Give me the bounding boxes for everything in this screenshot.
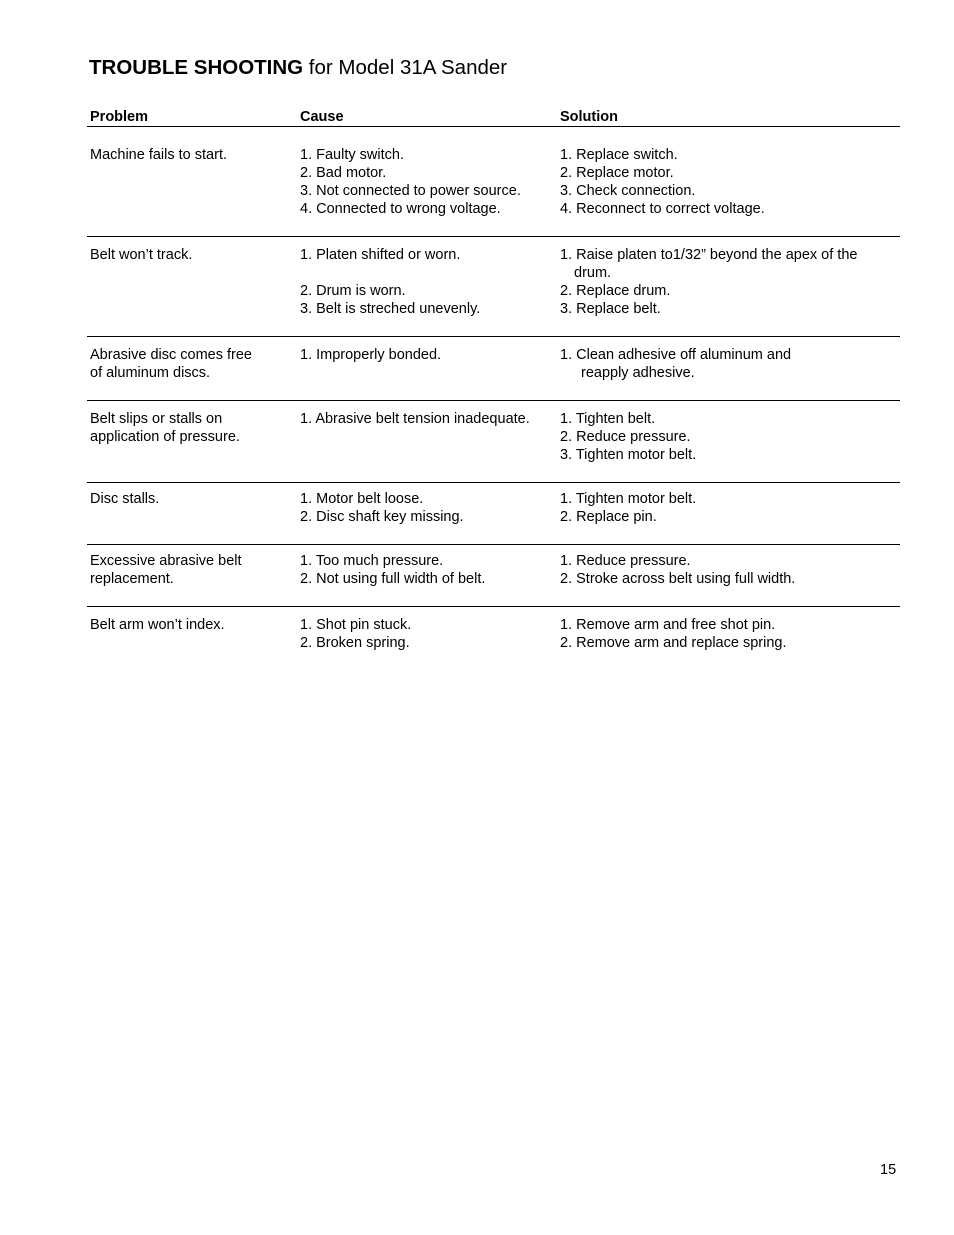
row-3-problem [90, 346, 252, 382]
row-2-cause-line: 2. Drum is worn. [300, 283, 406, 299]
row-2-solution-line: drum. [574, 265, 612, 281]
row-1-cause-line: 1. Faulty switch. [300, 147, 404, 163]
row-3-problem-line: of aluminum discs. [90, 365, 211, 381]
row-divider [87, 606, 900, 607]
row-4-solution-line: 2. Reduce pressure. [560, 429, 691, 445]
row-5-problem-line: Disc stalls. [90, 491, 160, 507]
row-1-cause-line: 3. Not connected to power source. [300, 183, 521, 199]
row-7-problem [90, 616, 225, 634]
row-4-solution-line: 1. Tighten belt. [560, 411, 656, 427]
row-5-solution-line: 1. Tighten motor belt. [560, 491, 697, 507]
page-number: 15 [880, 1162, 897, 1178]
row-5-cause-line: 2. Disc shaft key missing. [300, 509, 464, 525]
row-6-solution-line: 1. Reduce pressure. [560, 553, 691, 569]
row-6-problem-line: replacement. [90, 571, 174, 587]
row-4-cause [300, 410, 530, 428]
row-5-problem [90, 490, 159, 508]
row-6-solution-line: 2. Stroke across belt using full width. [560, 571, 796, 587]
row-6-problem-line: Excessive abrasive belt [90, 553, 242, 569]
row-divider [87, 336, 900, 337]
row-7-cause [300, 616, 411, 652]
row-6-cause [300, 552, 485, 588]
row-1-solution-line: 1. Replace switch. [560, 147, 678, 163]
row-6-problem [90, 552, 242, 588]
row-3-cause-line: 1. Improperly bonded. [300, 347, 442, 363]
header-solution: Solution [560, 109, 618, 125]
row-2-solution [560, 246, 857, 318]
row-1-cause-line: 2. Bad motor. [300, 165, 387, 181]
row-4-solution-line: 3. Tighten motor belt. [560, 447, 697, 463]
row-3-solution [560, 346, 791, 382]
row-2-problem [90, 246, 192, 264]
row-2-solution-line: 1. Raise platen to1/32” beyond the apex of the [560, 247, 858, 263]
row-4-problem-line: application of pressure. [90, 429, 240, 445]
page-title-bold: TROUBLE SHOOTING [89, 56, 304, 79]
row-2-solution-line: 2. Replace drum. [560, 283, 671, 299]
row-divider [87, 544, 900, 545]
page-title [89, 56, 507, 81]
row-5-cause-line: 1. Motor belt loose. [300, 491, 424, 507]
row-7-cause-line: 1. Shot pin stuck. [300, 617, 412, 633]
row-5-solution-line: 2. Replace pin. [560, 509, 657, 525]
row-1-solution [560, 146, 765, 218]
row-2-cause-line [300, 264, 480, 282]
row-3-cause [300, 346, 441, 364]
page-title-rest: for Model 31A Sander [303, 56, 508, 79]
row-7-problem-line: Belt arm won’t index. [90, 617, 225, 633]
row-5-cause [300, 490, 464, 526]
row-3-problem-line: Abrasive disc comes free [90, 347, 252, 363]
row-2-cause-line: 3. Belt is streched unevenly. [300, 301, 481, 317]
row-2-cause [300, 246, 480, 318]
row-divider [87, 400, 900, 401]
header-divider [87, 126, 900, 127]
row-1-solution-line: 2. Replace motor. [560, 165, 674, 181]
row-2-problem-line: Belt won’t track. [90, 247, 193, 263]
row-1-problem [90, 146, 227, 164]
row-7-cause-line: 2. Broken spring. [300, 635, 410, 651]
row-6-cause-line: 2. Not using full width of belt. [300, 571, 486, 587]
header-problem: Problem [90, 109, 149, 125]
row-4-solution [560, 410, 696, 464]
row-4-problem [90, 410, 240, 446]
row-7-solution [560, 616, 786, 652]
row-divider [87, 236, 900, 237]
row-1-problem-line: Machine fails to start. [90, 147, 227, 163]
row-6-cause-line: 1. Too much pressure. [300, 553, 444, 569]
row-1-solution-line: 3. Check connection. [560, 183, 696, 199]
row-3-solution-line: reapply adhesive. [581, 365, 695, 381]
row-1-cause-line: 4. Connected to wrong voltage. [300, 201, 501, 217]
row-2-solution-line: 3. Replace belt. [560, 301, 661, 317]
row-4-problem-line: Belt slips or stalls on [90, 411, 223, 427]
header-cause: Cause [300, 109, 344, 125]
row-7-solution-line: 2. Remove arm and replace spring. [560, 635, 787, 651]
row-1-solution-line: 4. Reconnect to correct voltage. [560, 201, 765, 217]
row-3-solution-line: 1. Clean adhesive off aluminum and [560, 347, 792, 363]
row-divider [87, 482, 900, 483]
row-4-cause-line: 1. Abrasive belt tension inadequate. [300, 411, 530, 427]
row-5-solution [560, 490, 696, 526]
row-6-solution [560, 552, 795, 588]
row-1-cause [300, 146, 521, 218]
row-7-solution-line: 1. Remove arm and free shot pin. [560, 617, 776, 633]
row-2-cause-line: 1. Platen shifted or worn. [300, 247, 461, 263]
